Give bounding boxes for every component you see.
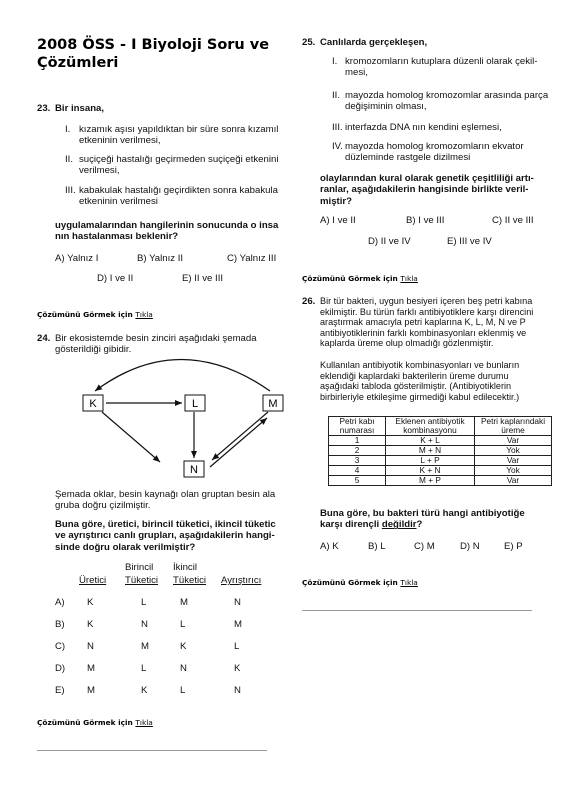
option-b: B) Yalnız II — [137, 253, 184, 264]
table-header-row: Petri kabı numarası Eklenen antibiyotik kombinasyonu Petri kaplarındaki üreme — [329, 417, 552, 436]
answer-table-24: Birincil İkincil Üretici Tüketici Tüketici Ayrıştırıcı A) K L M N B) K N L M C) N M K L D) M L N K E) M K L N — [55, 562, 262, 696]
option-e: E) III ve IV — [447, 236, 492, 247]
solution-link-25: Çözümünü Görmek için Tıkla — [302, 274, 418, 283]
table-row: 2 M + N Yok — [329, 446, 552, 456]
solution-link-23: Çözümünü Görmek için Tıkla — [37, 310, 153, 319]
option-e: E) P — [504, 541, 523, 552]
option-d: D) N — [460, 541, 480, 552]
option-a: A) K — [320, 541, 339, 552]
question-prompt: Buna göre, bu bakteri türü hangi antibiyotiğe karşı dirençli değildir? — [320, 508, 525, 531]
question-stem: Canlılarda gerçekleşen, — [320, 37, 428, 48]
table-row: 1 K + L Var — [329, 436, 552, 446]
option-a: A) I ve II — [320, 215, 356, 226]
question-prompt: uygulamalarından hangilerinin sonucunda o insa nın hastalanması beklenir? — [55, 220, 279, 243]
page-title: 2008 ÖSS - I Biyoloji Soru ve Çözümleri — [37, 37, 270, 71]
question-prompt: Buna göre, üretici, birincil tüketici, ikincil tüketic ve ayrıştırıcı canlı grupları, aşağıdakilerin hangi- sinde doğru olarak verilmiştir? — [55, 519, 276, 553]
solution-link-26: Çözümünü Görmek için Tıkla — [302, 578, 418, 587]
food-chain-diagram — [70, 358, 290, 483]
solution-link[interactable]: Tıkla — [400, 274, 418, 283]
arrow-m-to-n — [212, 412, 268, 460]
paragraph-2: Kullanılan antibiyotik kombinasyonları ve bunların eklendiği kaplardaki bakterilerin üreme durumu aşağıdaki tabloda gösterilmiştir. (Antibiyotiklerin birbirleriyle etkileşime girmediği kabul edilecektir.) — [320, 360, 520, 402]
antibiotic-table — [328, 416, 552, 486]
node-m-label: M — [268, 398, 278, 410]
option-c: C) M — [414, 541, 435, 552]
paragraph-1: Bir tür bakteri, uygun besiyeri içeren beş petri kabına ekilmiştir. Bu türün farklı antibiyotiklere karşı direncini araştırmak amacıyla petri kaplarına K, L, M, N ve P antibiyotiklerinin farklı kombinasyonları eklenmiş ve kaplarda üreme olup olmadığı gözlenmiştir. — [320, 296, 534, 349]
node-n-label: N — [190, 464, 198, 476]
option-b: B) I ve III — [406, 215, 445, 226]
solution-link-24: Çözümünü Görmek için Tıkla — [37, 718, 153, 727]
question-number: 25. — [302, 37, 316, 48]
divider — [302, 610, 532, 611]
option-c: C) II ve III — [492, 215, 534, 226]
table-row: 5 M + P Var — [329, 476, 552, 486]
table-row: 4 K + N Yok — [329, 466, 552, 476]
diagram-note: Şemada oklar, besin kaynağı olan gruptan besin ala gruba doğru çizilmiştir. — [55, 489, 276, 512]
question-number: 23. — [37, 103, 51, 114]
arrow-m-to-k — [95, 360, 270, 392]
arrow-n-to-m — [210, 418, 267, 467]
node-l-label: L — [191, 398, 199, 410]
solution-link[interactable]: Tıkla — [135, 718, 153, 727]
question-number: 24. — [37, 333, 51, 344]
solution-link[interactable]: Tıkla — [135, 310, 153, 319]
table-row: 3 L + P Var — [329, 456, 552, 466]
option-c: C) Yalnız III — [227, 253, 277, 264]
question-stem: Bir insana, — [55, 103, 105, 114]
option-d: D) II ve IV — [368, 236, 411, 247]
option-d: D) I ve II — [97, 273, 134, 284]
solution-link[interactable]: Tıkla — [400, 578, 418, 587]
option-b: B) L — [368, 541, 386, 552]
question-number: 26. — [302, 296, 316, 307]
option-e: E) II ve III — [182, 273, 224, 284]
divider — [37, 750, 267, 751]
arrow-k-to-n — [102, 412, 160, 462]
option-a: A) Yalnız I — [55, 253, 99, 264]
node-k-label: K — [89, 398, 97, 410]
question-stem: Bir ekosistemde besin zinciri aşağıdaki şemada gösterildiği gibidir. — [55, 333, 257, 356]
question-prompt: olaylarından kural olarak genetik çeşitliliği artı- ranlar, aşağıdakilerin hangisinde birlikte veril- miştir? — [320, 173, 534, 207]
